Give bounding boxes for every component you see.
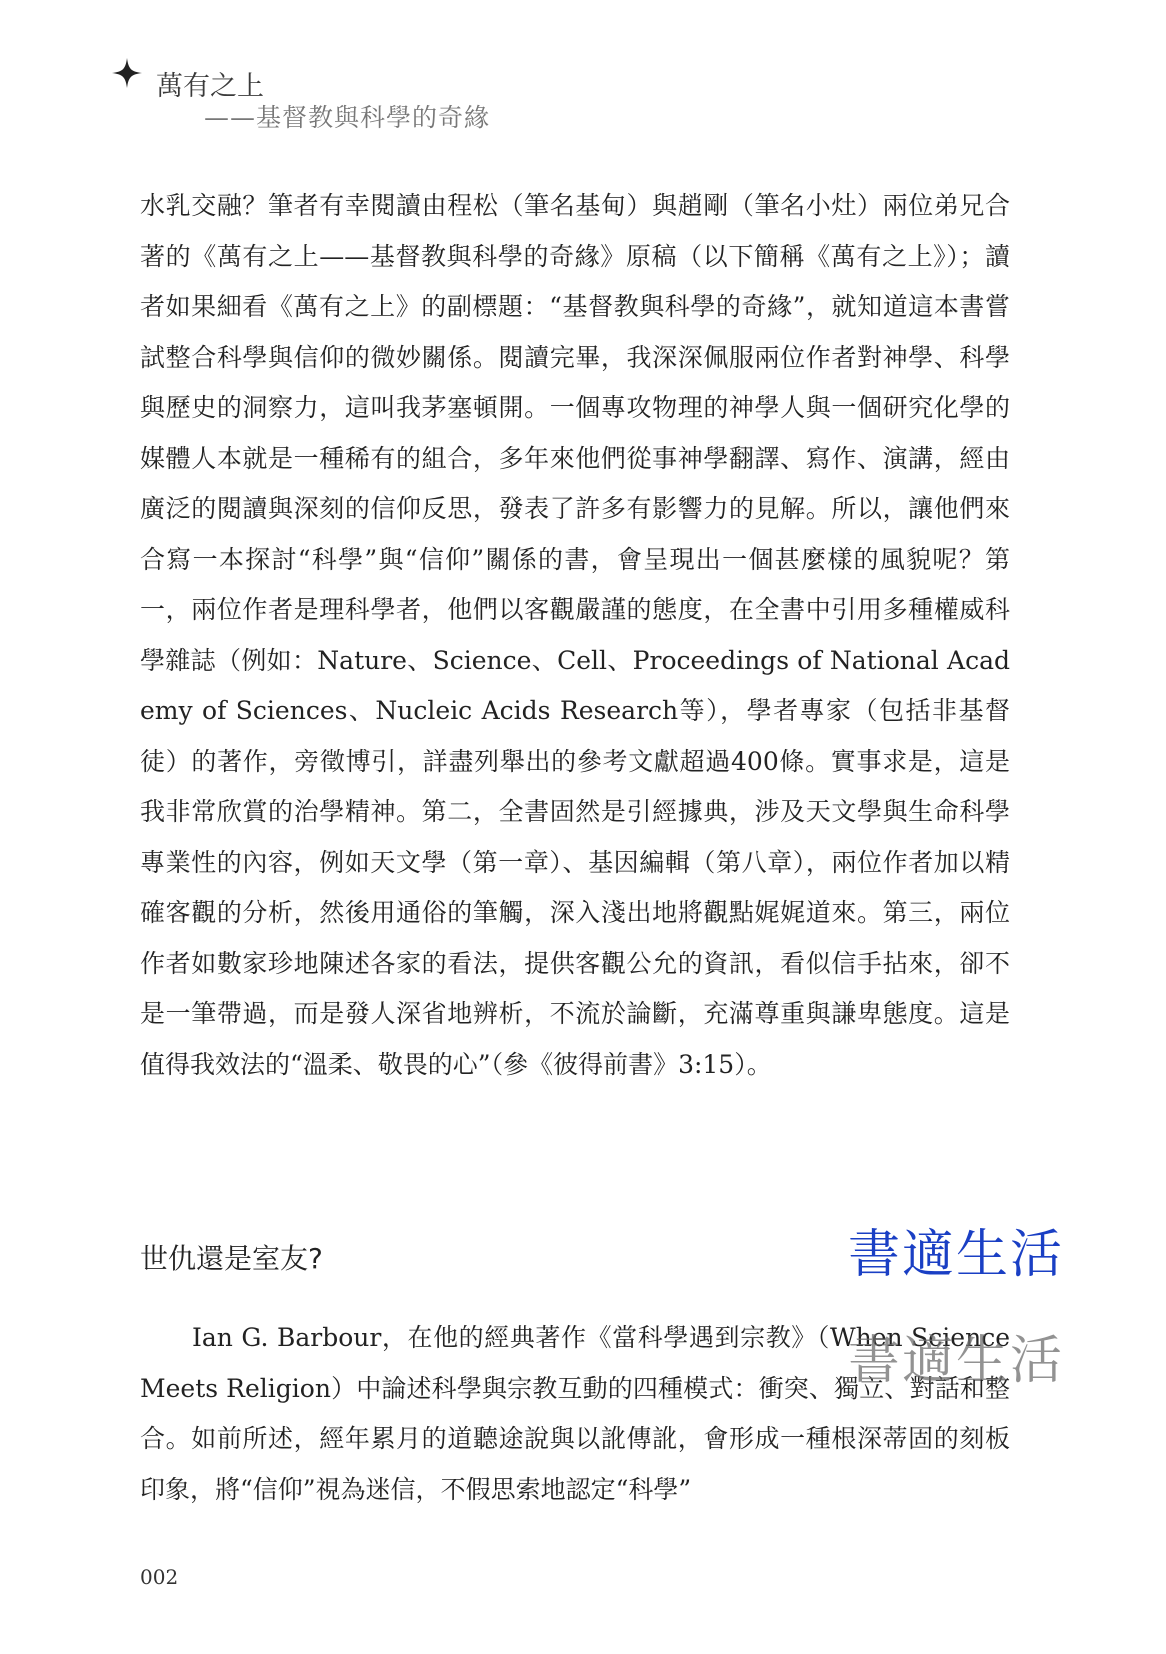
body-paragraph-1: 水乳交融？筆者有幸閱讀由程松（筆名基甸）與趙剛（筆名小灶）兩位弟兄合著的《萬有之上——基督教與科學的奇緣》原稿（以下簡稱《萬有之上》）；讀者如果細看《萬有之上》的副標題：“基督教與科學的奇緣”，就知道這本書嘗試整合科學與信仰的微妙關係。閱讀完畢，我深深佩服兩位作者對神學、科學與歷史的洞察力，這叫我茅塞頓開。一個專攻物理的神學人與一個研究化學的媒體人本就是一種稀有的組合，多年來他們從事神學翻譯、寫作、演講，經由廣泛的閱讀與深刻的信仰反思，發表了許多有影響力的見解。所以，讓他們來合寫一本探討“科學”與“信仰”關係的書，會呈現出一個甚麼樣的風貌呢？第一，兩位作者是理科學者，他們以客觀嚴謹的態度，在全書中引用多種權威科學雜誌（例如：Nature、Science、Cell、Proceedings of National Academy of Sciences、Nucleic Acids Research等），學者專家（包括非基督徒）的著作，旁徵博引，詳盡列舉出的參考文獻超過400條。實事求是，這是我非常欣賞的治學精神。第二，全書固然是引經據典，涉及天文學與生命科學專業性的內容，例如天文學（第一章）、基因編輯（第八章），兩位作者加以精確客觀的分析，然後用通俗的筆觸，深入淺出地將觀點娓娓道來。第三，兩位作者如數家珍地陳述各家的看法，提供客觀公允的資訊，看似信手拈來，卻不是一筆帶過，而是發人深省地辨析，不流於論斷，充滿尊重與謙卑態度。這是值得我效法的“溫柔、敬畏的心”（參《彼得前書》3:15）。 xyxy=(140,191,1010,1079)
running-header xyxy=(112,58,712,138)
body-paragraph-2: Ian G. Barbour，在他的經典著作《當科學遇到宗教》（When Science Meets Religion）中論述科學與宗教互動的四種模式：衝突、獨立、對話和整合。如前所述，經年累月的道聽途說與以訛傳訛，會形成一種根深蒂固的刻板印象，將“信仰”視為迷信，不假思索地認定“科學” xyxy=(140,1323,1010,1504)
watermark-primary: 書適生活 xyxy=(848,1225,1065,1285)
watermark-secondary: 書適生活 xyxy=(848,1331,1065,1391)
page-number: 002 xyxy=(140,1565,179,1589)
section-heading: 世仇還是室友? xyxy=(140,1242,323,1275)
book-subtitle: ——基督教與科學的奇緣 xyxy=(204,103,491,132)
book-title: 萬有之上 xyxy=(156,71,264,102)
four-point-star-icon xyxy=(112,58,142,88)
